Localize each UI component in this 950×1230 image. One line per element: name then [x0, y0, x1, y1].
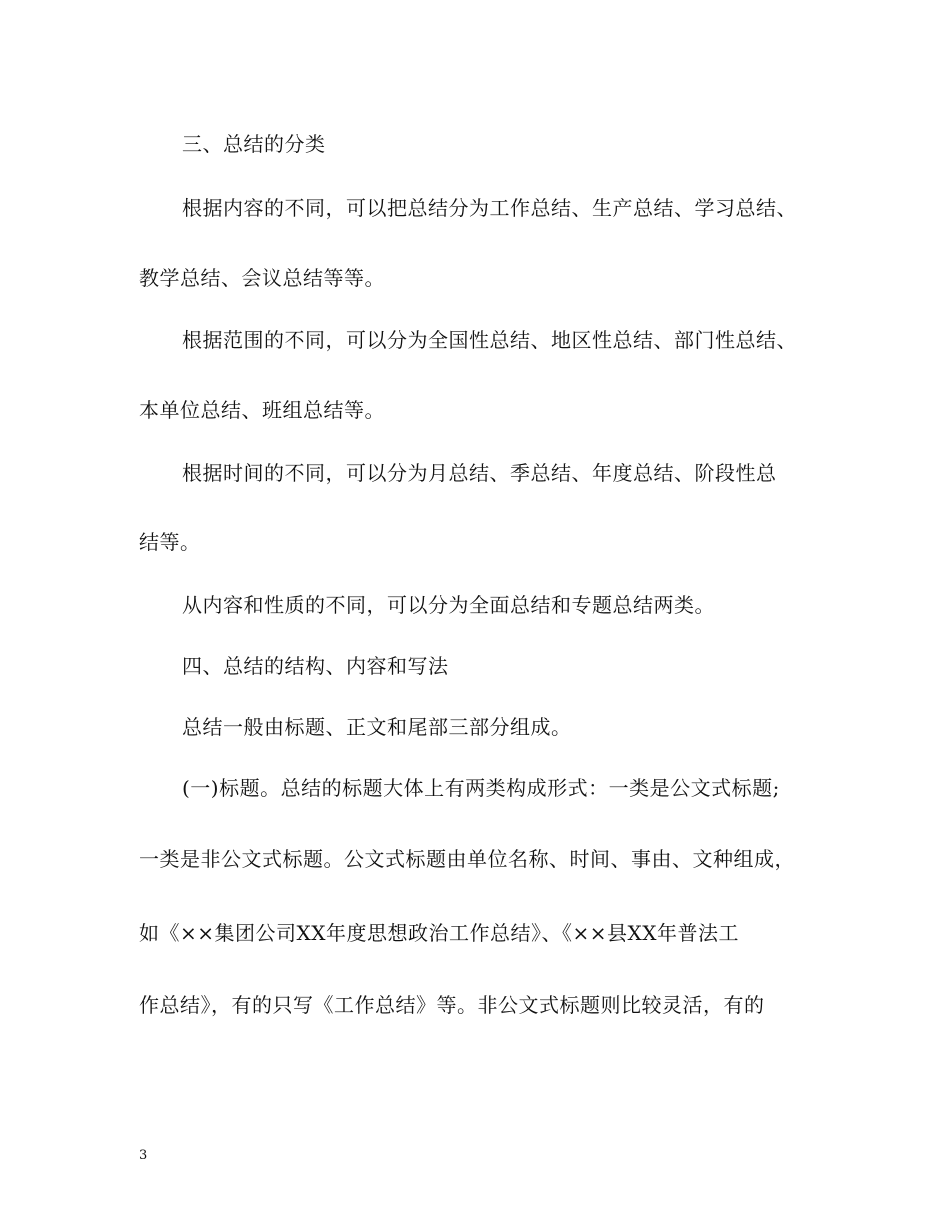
paragraph-line: 根据范围的不同，可以分为全国性总结、地区性总结、部门性总结、 — [182, 328, 797, 352]
page-number: 3 — [139, 1148, 148, 1163]
paragraph-line: 结等。 — [139, 530, 201, 554]
section-heading-structure: 四、总结的结构、内容和写法 — [182, 654, 449, 678]
paragraph-line: (一)标题。总结的标题大体上有两类构成形式：一类是公文式标题; — [182, 776, 780, 800]
paragraph-line: 根据时间的不同，可以分为月总结、季总结、年度总结、阶段性总 — [182, 461, 777, 485]
paragraph-line: 教学总结、会议总结等等。 — [139, 266, 385, 290]
paragraph-line: 如《××集团公司XX年度思想政治工作总结》、《××县XX年普法工 — [139, 921, 739, 945]
paragraph-line: 作总结》，有的只写《工作总结》等。非公文式标题则比较灵活，有的 — [139, 993, 765, 1017]
paragraph-line: 一类是非公文式标题。公文式标题由单位名称、时间、事由、文种组成， — [139, 847, 795, 871]
paragraph-line: 根据内容的不同，可以把总结分为工作总结、生产总结、学习总结、 — [182, 196, 797, 220]
paragraph-line: 总结一般由标题、正文和尾部三部分组成。 — [182, 715, 572, 739]
paragraph-line: 从内容和性质的不同，可以分为全面总结和专题总结两类。 — [182, 593, 715, 617]
paragraph-line: 本单位总结、班组总结等。 — [139, 398, 385, 422]
section-heading-classification: 三、总结的分类 — [182, 132, 326, 156]
